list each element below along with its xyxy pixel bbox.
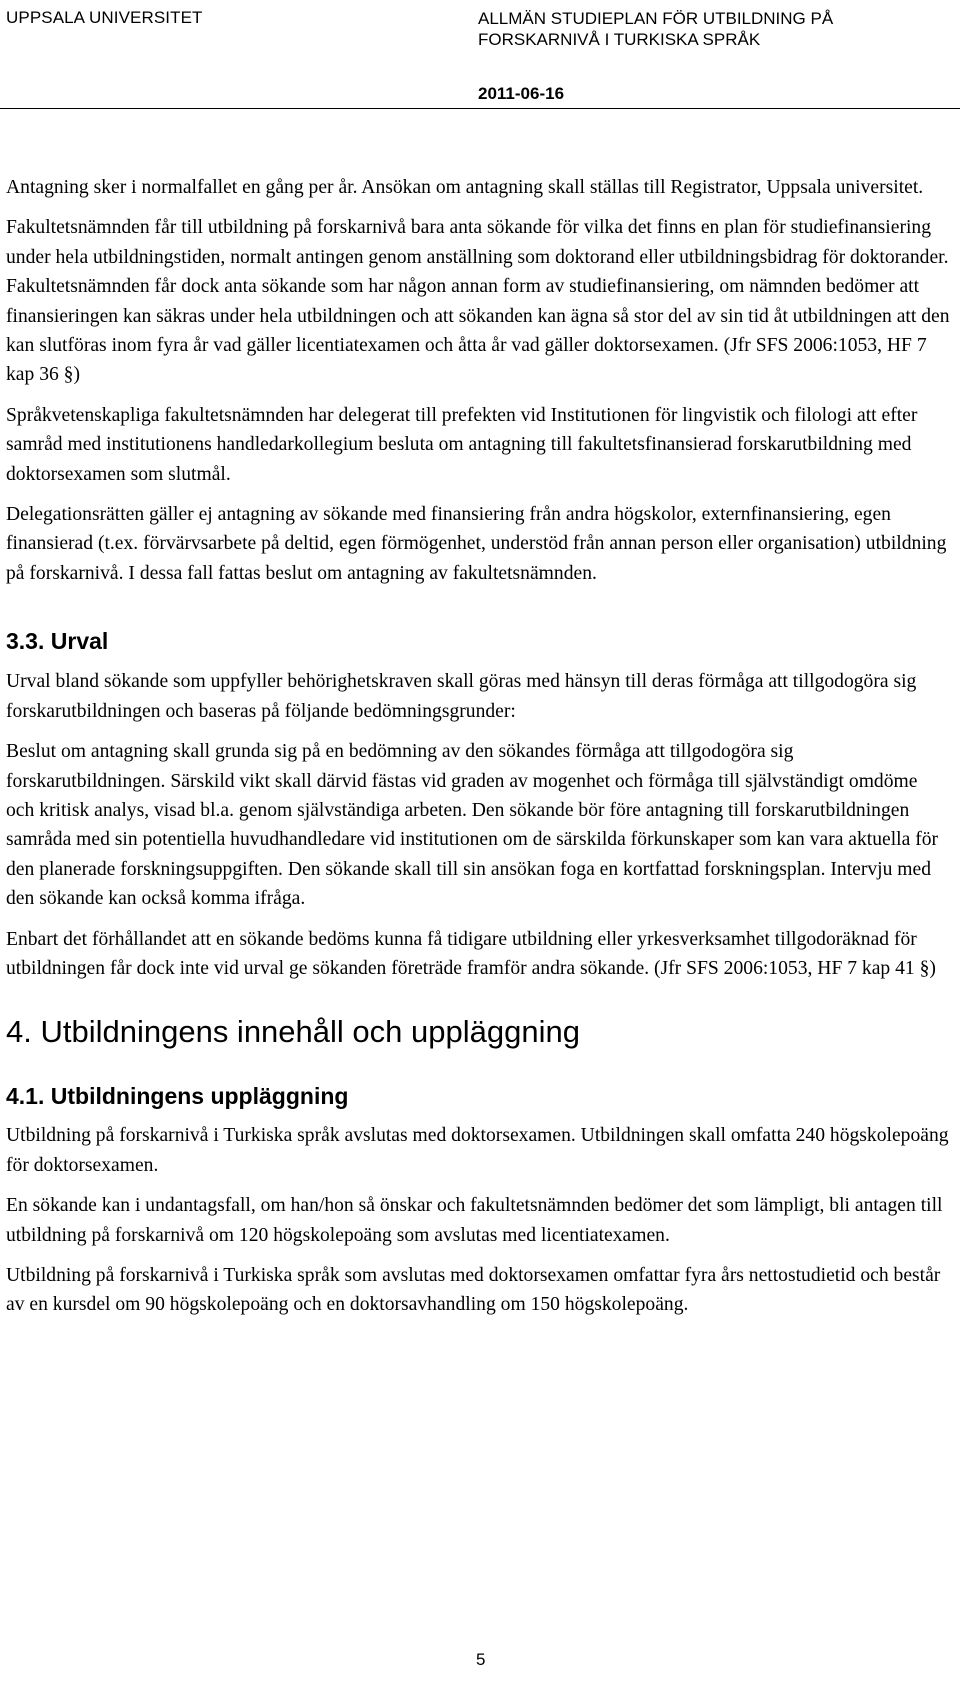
paragraph-selection-criteria: Beslut om antagning skall grunda sig på en bedömning av den sökandes förmåga att tillgodogöra sig forskarutbildningen. Särskild vikt skall därvid fästas vid graden av mogenhet och förmåga till självständigt omdöme och kritisk analys, visad bl.a. genom självständiga arbeten. Den sökande bör före antagning till forskarutbildningen samråda med sin potentiella huvudhandledare vid institutionen om de särskilda förkunskaper som kan vara aktuella för den planerade forskningsuppgiften. Den sökande skall till sin ansökan foga en kortfattad forskningsplan. Intervju med den sökande kan också komma ifråga.	[6, 741, 939, 910]
paragraph-licentiate-option: En sökande kan i undantagsfall, om han/hon så önskar och fakultetsnämnden bedömer det som lämpligt, bli antagen till utbildning på forskarnivå om 120 högskolepoäng som avslutas med licentiatexamen.	[6, 1195, 943, 1246]
paragraph-admission-timing: Antagning sker i normalfallet en gång per år. Ansökan om antagning skall ställas till Registrator, Uppsala universitet.	[6, 177, 924, 198]
document-title-line-1: ALLMÄN STUDIEPLAN FÖR UTBILDNING PÅ	[478, 9, 834, 28]
header-divider	[0, 108, 960, 109]
paragraph-prior-credit: Enbart det förhållandet att en sökande bedöms kunna få tidigare utbildning eller yrkesverksamhet tillgodoräknad för utbildningen får dock inte vid urval ge sökanden företräde framför andra sökande. (Jfr SFS 2006:1053, HF 7 kap 41 §)	[6, 928, 936, 979]
document-body	[6, 173, 950, 1320]
institution-name: UPPSALA UNIVERSITET	[6, 8, 203, 27]
paragraph-selection-intro: Urval bland sökande som uppfyller behörighetskraven skall göras med hänsyn till deras förmåga att tillgodogöra sig forskarutbildningen och baseras på följande bedömningsgrunder:	[6, 671, 917, 722]
paragraph-doctoral-scope: Utbildning på forskarnivå i Turkiska språk avslutas med doktorsexamen. Utbildningen skall omfatta 240 högskolepoäng för doktorsexamen.	[6, 1125, 949, 1176]
section-heading-4: 4. Utbildningens innehåll och uppläggning	[6, 1014, 580, 1050]
section-heading-3-3: 3.3. Urval	[6, 628, 109, 655]
page-header	[0, 0, 960, 112]
document-title-line-2: FORSKARNIVÅ I TURKISKA SPRÅK	[478, 30, 761, 49]
document-title	[478, 8, 833, 50]
paragraph-program-structure: Utbildning på forskarnivå i Turkiska språk som avslutas med doktorsexamen omfattar fyra års nettostudietid och består av en kursdel om 90 högskolepoäng och en doktorsavhandling om 150 högskolepoäng.	[6, 1264, 941, 1316]
document-date: 2011-06-16	[478, 84, 565, 103]
paragraph-delegation: Språkvetenskapliga fakultetsnämnden har delegerat till prefekten vid Institutionen för lingvistik och filologi att efter samråd med institutionens handledarkollegium besluta om antagning till fakultetsfinansierad forskarutbildning med doktorsexamen som slutmål.	[6, 404, 918, 485]
paragraph-delegation-exceptions: Delegationsrätten gäller ej antagning av sökande med finansiering från andra högskolor, externfinansiering, egen finansierad (t.ex. förvärvsarbete på deltid, egen förmögenhet, understöd från annan person eller organisation) utbildning på forskarnivå. I dessa fall fattas beslut om antagning av fakultetsnämnden.	[6, 504, 947, 584]
section-heading-4-1: 4.1. Utbildningens uppläggning	[6, 1083, 349, 1110]
paragraph-study-financing: Fakultetsnämnden får till utbildning på forskarnivå bara anta sökande för vilka det finns en plan för studiefinansiering under hela utbildningstiden, normalt antingen genom anställning som doktorand eller utbildningsbidrag för doktorander. Fakultetsnämnden får dock anta sökande som har någon annan form av studiefinansiering, om nämnden bedömer att finansieringen kan säkras under hela utbildningen och att sökanden kan ägna så stor del av sin tid åt utbildningen att den kan slutföras inom fyra år vad gäller licentiatexamen och åtta år vad gäller doktorsexamen. (Jfr SFS 2006:1053, HF 7 kap 36 §)	[6, 217, 950, 386]
page-number: 5	[476, 1650, 486, 1669]
